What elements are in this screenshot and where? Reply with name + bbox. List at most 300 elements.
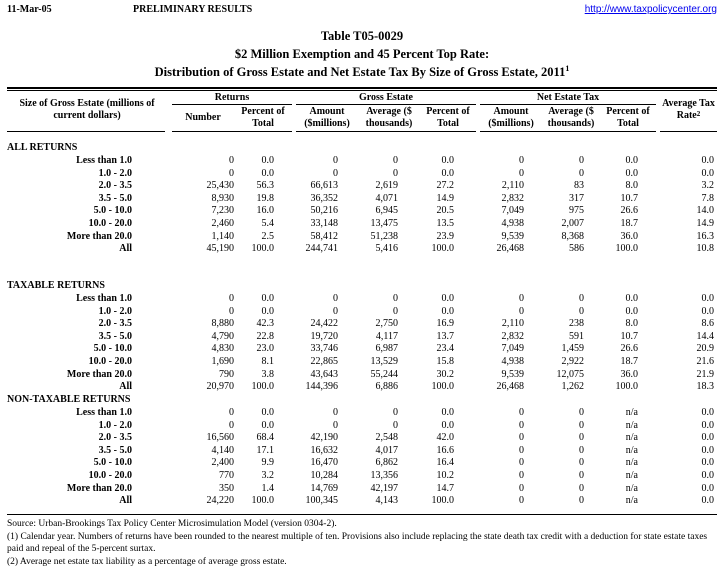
row-label: 3.5 - 5.0 <box>98 330 132 342</box>
gross-estate-group-underline <box>296 104 476 105</box>
cell-net-pct: n/a <box>625 407 638 418</box>
cell-pct-returns: 19.8 <box>256 192 274 204</box>
cell-net-pct: 0.0 <box>625 155 638 166</box>
cell-pct-returns: 1.4 <box>261 482 274 494</box>
cell-ge-avg: 4,017 <box>375 444 398 456</box>
size-header-underline <box>7 131 165 132</box>
cell-number: 8,880 <box>211 318 234 330</box>
table-row <box>0 445 724 457</box>
cell-pct-returns: 100.0 <box>251 381 274 393</box>
cell-net-amount: 0 <box>519 470 524 481</box>
table-row <box>0 318 724 330</box>
cell-ge-pct: 0.0 <box>441 305 454 317</box>
cell-net-avg: 0 <box>579 495 584 507</box>
cell-number: 790 <box>219 368 234 380</box>
cell-number: 0 <box>229 305 234 317</box>
cell-ge-amount: 10,284 <box>310 470 338 481</box>
cell-pct-returns: 0.0 <box>261 407 274 418</box>
row-label: Less than 1.0 <box>76 155 132 166</box>
cell-ge-pct: 27.2 <box>436 180 454 192</box>
cell-pct-returns: 22.8 <box>256 330 274 342</box>
average-tax-rate-header: Average Tax Rate$^2$ <box>662 98 715 121</box>
cell-ge-amount: 66,613 <box>310 180 338 192</box>
cell-ge-avg: 0 <box>393 305 398 317</box>
row-label: Less than 1.0 <box>76 293 132 304</box>
cell-ge-pct: 15.8 <box>436 356 454 367</box>
cell-net-pct: 8.0 <box>625 318 638 330</box>
cell-net-avg: 12,075 <box>556 368 584 380</box>
cell-pct-returns: 56.3 <box>256 180 274 192</box>
cell-net-avg: 2,922 <box>561 356 584 367</box>
cell-rate: 0.0 <box>701 407 714 418</box>
cell-net-pct: 26.6 <box>620 343 638 355</box>
net-estate-tax-group-header: Net Estate Tax <box>536 92 600 103</box>
cell-ge-avg: 51,238 <box>370 230 398 242</box>
cell-ge-amount: 0 <box>333 167 338 179</box>
cell-net-avg: 975 <box>569 205 584 217</box>
cell-net-amount: 2,110 <box>501 180 524 192</box>
cell-net-amount: 0 <box>519 155 524 166</box>
table-row <box>0 483 724 495</box>
cell-net-avg: 317 <box>569 192 584 204</box>
cell-net-pct: 100.0 <box>615 381 638 393</box>
returns-group-underline <box>172 104 292 105</box>
table-row <box>0 231 724 243</box>
cell-rate: 18.3 <box>696 381 714 393</box>
cell-ge-avg: 4,117 <box>375 330 398 342</box>
cell-ge-pct: 100.0 <box>431 243 454 255</box>
footnotes <box>7 518 717 568</box>
cell-ge-amount: 24,422 <box>310 318 338 330</box>
table-number: Table T05-0029 <box>320 29 404 43</box>
cell-pct-returns: 17.1 <box>256 444 274 456</box>
table-description: Distribution of Gross Estate and Net Estate Tax By Size of Gross Estate, 2011$^1$ <box>154 64 570 79</box>
cell-net-amount: 9,539 <box>501 230 524 242</box>
cell-ge-amount: 22,865 <box>310 356 338 367</box>
net-estate-tax-underline <box>480 131 656 132</box>
cell-pct-returns: 2.5 <box>261 230 274 242</box>
cell-net-amount: 0 <box>519 432 524 444</box>
cell-ge-pct: 0.0 <box>441 419 454 431</box>
cell-net-pct: n/a <box>625 470 638 481</box>
cell-ge-avg: 2,750 <box>375 318 398 330</box>
row-label: All <box>119 243 132 255</box>
table-title-block <box>0 27 724 81</box>
table-row <box>0 470 724 482</box>
table-row <box>0 420 724 432</box>
cell-ge-avg: 13,529 <box>370 356 398 367</box>
cell-net-amount: 0 <box>519 293 524 304</box>
row-label: 3.5 - 5.0 <box>98 192 132 204</box>
cell-number: 4,790 <box>211 330 234 342</box>
cell-net-pct: 0.0 <box>625 305 638 317</box>
cell-rate: 16.3 <box>696 230 714 242</box>
table-row <box>0 356 724 368</box>
cell-ge-amount: 100,345 <box>305 495 338 507</box>
cell-rate: 3.2 <box>701 180 714 192</box>
cell-net-amount: 26,468 <box>496 381 524 393</box>
cell-net-amount: 26,468 <box>496 243 524 255</box>
row-label: 2.0 - 3.5 <box>98 318 132 330</box>
preliminary-label: PRELIMINARY RESULTS <box>133 4 253 15</box>
cell-ge-amount: 16,470 <box>310 457 338 469</box>
cell-net-avg: 0 <box>579 293 584 304</box>
cell-ge-amount: 36,352 <box>310 192 338 204</box>
cell-pct-returns: 3.8 <box>261 368 274 380</box>
cell-net-pct: 10.7 <box>620 192 638 204</box>
cell-pct-returns: 8.1 <box>261 356 274 367</box>
cell-rate: 0.0 <box>701 155 714 166</box>
cell-net-pct: n/a <box>625 495 638 507</box>
cell-rate: 0.0 <box>701 293 714 304</box>
cell-net-avg: 1,459 <box>561 343 584 355</box>
cell-ge-avg: 2,548 <box>375 432 398 444</box>
cell-net-avg: 0 <box>579 155 584 166</box>
cell-ge-pct: 100.0 <box>431 495 454 507</box>
cell-pct-returns: 42.3 <box>256 318 274 330</box>
cell-ge-pct: 0.0 <box>441 293 454 304</box>
cell-net-pct: 18.7 <box>620 356 638 367</box>
cell-rate: 0.0 <box>701 457 714 469</box>
cell-ge-avg: 6,886 <box>375 381 398 393</box>
cell-ge-pct: 16.9 <box>436 318 454 330</box>
cell-net-pct: 10.7 <box>620 330 638 342</box>
cell-number: 350 <box>219 482 234 494</box>
cell-number: 0 <box>229 407 234 418</box>
cell-rate: 0.0 <box>701 432 714 444</box>
cell-pct-returns: 0.0 <box>261 167 274 179</box>
cell-net-avg: 0 <box>579 432 584 444</box>
cell-net-avg: 2,007 <box>561 218 584 229</box>
cell-net-amount: 0 <box>519 482 524 494</box>
net-estate-tax-percent-header: Percent of Total <box>606 106 650 129</box>
cell-number: 1,140 <box>211 230 234 242</box>
cell-number: 0 <box>229 155 234 166</box>
cell-net-avg: 238 <box>569 318 584 330</box>
footer-rule <box>7 514 717 515</box>
cell-net-avg: 0 <box>579 407 584 418</box>
table-row <box>0 205 724 217</box>
cell-net-pct: n/a <box>625 482 638 494</box>
cell-net-avg: 0 <box>579 167 584 179</box>
cell-number: 770 <box>219 470 234 481</box>
net-estate-tax-amount-header: Amount ($millions) <box>488 106 534 129</box>
cell-rate: 0.0 <box>701 419 714 431</box>
cell-number: 4,140 <box>211 444 234 456</box>
cell-number: 4,830 <box>211 343 234 355</box>
cell-number: 20,970 <box>206 381 234 393</box>
cell-rate: 0.0 <box>701 167 714 179</box>
cell-net-amount: 0 <box>519 167 524 179</box>
table-row <box>0 218 724 230</box>
cell-net-pct: 36.0 <box>620 368 638 380</box>
cell-ge-avg: 13,356 <box>370 470 398 481</box>
cell-pct-returns: 0.0 <box>261 293 274 304</box>
cell-pct-returns: 23.0 <box>256 343 274 355</box>
row-label: 5.0 - 10.0 <box>93 205 132 217</box>
cell-number: 2,400 <box>211 457 234 469</box>
returns-percent-header: Percent of Total <box>241 106 285 129</box>
footnote-2: (2) Average net estate tax liability as a percentage of average gross estate. <box>7 556 287 567</box>
table-row <box>0 343 724 355</box>
cell-number: 24,220 <box>206 495 234 507</box>
cell-number: 0 <box>229 293 234 304</box>
row-label: 10.0 - 20.0 <box>88 470 132 481</box>
table-row <box>0 407 724 419</box>
cell-ge-amount: 14,769 <box>310 482 338 494</box>
cell-ge-pct: 10.2 <box>436 470 454 481</box>
table-row <box>0 180 724 192</box>
cell-number: 8,930 <box>211 192 234 204</box>
table-row <box>0 369 724 381</box>
cell-ge-amount: 0 <box>333 419 338 431</box>
row-label: 1.0 - 2.0 <box>98 167 132 179</box>
cell-net-amount: 4,938 <box>501 356 524 367</box>
cell-ge-amount: 0 <box>333 305 338 317</box>
cell-ge-amount: 58,412 <box>310 230 338 242</box>
cell-net-avg: 586 <box>569 243 584 255</box>
row-label: More than 20.0 <box>66 368 132 380</box>
row-label: 1.0 - 2.0 <box>98 419 132 431</box>
cell-net-amount: 0 <box>519 419 524 431</box>
cell-ge-avg: 0 <box>393 167 398 179</box>
cell-ge-avg: 13,475 <box>370 218 398 229</box>
cell-number: 45,190 <box>206 243 234 255</box>
footnote-marker: 1 <box>565 64 570 73</box>
cell-ge-avg: 55,244 <box>370 368 398 380</box>
cell-net-pct: 26.6 <box>620 205 638 217</box>
row-label: 10.0 - 20.0 <box>88 218 132 229</box>
cell-net-pct: 18.7 <box>620 218 638 229</box>
cell-ge-avg: 6,945 <box>375 205 398 217</box>
cell-rate: 10.8 <box>696 243 714 255</box>
returns-group-header: Returns <box>214 92 250 103</box>
cell-net-amount: 0 <box>519 305 524 317</box>
cell-net-avg: 0 <box>579 305 584 317</box>
cell-pct-returns: 0.0 <box>261 305 274 317</box>
cell-net-avg: 83 <box>574 180 584 192</box>
cell-ge-avg: 5,416 <box>375 243 398 255</box>
net-estate-tax-average-header: Average ($ thousands) <box>547 106 595 129</box>
cell-ge-avg: 0 <box>393 293 398 304</box>
cell-net-amount: 2,832 <box>501 330 524 342</box>
cell-ge-amount: 144,396 <box>305 381 338 393</box>
row-label: All <box>119 495 132 507</box>
row-label: 10.0 - 20.0 <box>88 356 132 367</box>
cell-net-avg: 0 <box>579 470 584 481</box>
gross-estate-average-header: Average ($ thousands) <box>365 106 413 129</box>
cell-rate: 0.0 <box>701 495 714 507</box>
table-row <box>0 243 724 255</box>
cell-ge-avg: 0 <box>393 419 398 431</box>
cell-ge-avg: 0 <box>393 155 398 166</box>
cell-ge-pct: 0.0 <box>441 167 454 179</box>
cell-ge-avg: 0 <box>393 407 398 418</box>
cell-net-pct: n/a <box>625 419 638 431</box>
cell-ge-pct: 23.4 <box>436 343 454 355</box>
cell-net-pct: n/a <box>625 444 638 456</box>
cell-net-avg: 591 <box>569 330 584 342</box>
cell-ge-pct: 30.2 <box>436 368 454 380</box>
cell-net-amount: 9,539 <box>501 368 524 380</box>
section-title: ALL RETURNS <box>7 142 78 153</box>
cell-ge-amount: 43,643 <box>310 368 338 380</box>
cell-net-pct: n/a <box>625 432 638 444</box>
cell-net-pct: 0.0 <box>625 293 638 304</box>
cell-ge-pct: 14.9 <box>436 192 454 204</box>
cell-net-amount: 0 <box>519 407 524 418</box>
cell-net-amount: 0 <box>519 457 524 469</box>
table-subtitle: $2 Million Exemption and 45 Percent Top Rate: <box>234 47 490 61</box>
cell-ge-amount: 33,148 <box>310 218 338 229</box>
cell-ge-amount: 50,216 <box>310 205 338 217</box>
cell-ge-avg: 4,071 <box>375 192 398 204</box>
cell-rate: 14.0 <box>696 205 714 217</box>
tpc-website-link[interactable]: http://www.taxpolicycenter.org <box>584 4 717 15</box>
cell-number: 0 <box>229 167 234 179</box>
cell-net-pct: 0.0 <box>625 167 638 179</box>
cell-net-amount: 7,049 <box>501 343 524 355</box>
gross-estate-percent-header: Percent of Total <box>426 106 470 129</box>
row-label: Less than 1.0 <box>76 407 132 418</box>
cell-ge-pct: 14.7 <box>436 482 454 494</box>
cell-number: 7,230 <box>211 205 234 217</box>
table-row <box>0 432 724 444</box>
row-label: 3.5 - 5.0 <box>98 444 132 456</box>
source-note: Source: Urban-Brookings Tax Policy Center Microsimulation Model (version 0304-2). <box>7 519 337 529</box>
report-date: 11-Mar-05 <box>7 4 52 15</box>
row-label: 5.0 - 10.0 <box>93 343 132 355</box>
cell-rate: 0.0 <box>701 470 714 481</box>
cell-net-pct: 100.0 <box>615 243 638 255</box>
row-label: More than 20.0 <box>66 230 132 242</box>
cell-ge-pct: 13.5 <box>436 218 454 229</box>
cell-ge-avg: 6,987 <box>375 343 398 355</box>
table-row <box>0 457 724 469</box>
cell-net-amount: 2,110 <box>501 318 524 330</box>
cell-ge-avg: 6,862 <box>375 457 398 469</box>
cell-ge-pct: 0.0 <box>441 155 454 166</box>
cell-rate: 21.6 <box>696 356 714 367</box>
cell-net-amount: 0 <box>519 444 524 456</box>
cell-ge-avg: 42,197 <box>370 482 398 494</box>
cell-pct-returns: 9.9 <box>261 457 274 469</box>
cell-ge-amount: 19,720 <box>310 330 338 342</box>
table-row <box>0 495 724 507</box>
table-row <box>0 306 724 318</box>
cell-net-avg: 8,368 <box>561 230 584 242</box>
cell-pct-returns: 100.0 <box>251 243 274 255</box>
cell-rate: 21.9 <box>696 368 714 380</box>
cell-ge-pct: 100.0 <box>431 381 454 393</box>
cell-ge-avg: 2,619 <box>375 180 398 192</box>
row-label: 1.0 - 2.0 <box>98 305 132 317</box>
cell-pct-returns: 68.4 <box>256 432 274 444</box>
cell-pct-returns: 0.0 <box>261 419 274 431</box>
cell-pct-returns: 3.2 <box>261 470 274 481</box>
row-label: All <box>119 381 132 393</box>
cell-rate: 8.6 <box>701 318 714 330</box>
cell-net-pct: 36.0 <box>620 230 638 242</box>
footnote-1: (1) Calendar year. Numbers of returns have been rounded to the nearest multiple of ten. Provisions also include replacing the state death tax credit with a deduction for state estate taxes paid and repeal of the 5-percent surtax. <box>7 531 708 554</box>
gross-estate-amount-header: Amount ($millions) <box>304 106 350 129</box>
cell-ge-avg: 4,143 <box>375 495 398 507</box>
section-title: NON-TAXABLE RETURNS <box>7 394 131 405</box>
row-label: More than 20.0 <box>66 482 132 494</box>
cell-net-amount: 0 <box>519 495 524 507</box>
cell-ge-amount: 42,190 <box>310 432 338 444</box>
cell-net-pct: n/a <box>625 457 638 469</box>
cell-ge-amount: 244,741 <box>305 243 338 255</box>
row-label: 2.0 - 3.5 <box>98 180 132 192</box>
cell-net-amount: 7,049 <box>501 205 524 217</box>
table-row <box>0 293 724 305</box>
cell-ge-pct: 16.6 <box>436 444 454 456</box>
cell-rate: 14.4 <box>696 330 714 342</box>
cell-net-pct: 8.0 <box>625 180 638 192</box>
cell-net-avg: 0 <box>579 457 584 469</box>
cell-ge-amount: 33,746 <box>310 343 338 355</box>
cell-ge-pct: 42.0 <box>436 432 454 444</box>
table-row <box>0 168 724 180</box>
cell-pct-returns: 0.0 <box>261 155 274 166</box>
gross-estate-group-header: Gross Estate <box>359 92 413 103</box>
cell-ge-amount: 0 <box>333 293 338 304</box>
cell-net-avg: 0 <box>579 482 584 494</box>
cell-ge-pct: 23.9 <box>436 230 454 242</box>
returns-number-header: Number <box>185 112 221 123</box>
cell-number: 25,430 <box>206 180 234 192</box>
rate-underline <box>660 131 717 132</box>
cell-net-amount: 2,832 <box>501 192 524 204</box>
cell-pct-returns: 5.4 <box>261 218 274 229</box>
size-column-header: Size of Gross Estate (millions of current dollars) <box>19 98 155 121</box>
cell-net-amount: 4,938 <box>501 218 524 229</box>
table-row <box>0 381 724 393</box>
cell-net-avg: 1,262 <box>561 381 584 393</box>
cell-ge-pct: 0.0 <box>441 407 454 418</box>
table-row <box>0 155 724 167</box>
cell-rate: 0.0 <box>701 444 714 456</box>
section-title: TAXABLE RETURNS <box>7 280 105 291</box>
cell-net-avg: 0 <box>579 419 584 431</box>
row-label: 2.0 - 3.5 <box>98 432 132 444</box>
row-label: 5.0 - 10.0 <box>93 457 132 469</box>
table-row <box>0 331 724 343</box>
cell-ge-amount: 16,632 <box>310 444 338 456</box>
cell-number: 2,460 <box>211 218 234 229</box>
cell-rate: 0.0 <box>701 482 714 494</box>
cell-number: 16,560 <box>206 432 234 444</box>
net-estate-tax-group-underline <box>480 104 656 105</box>
cell-rate: 20.9 <box>696 343 714 355</box>
cell-pct-returns: 16.0 <box>256 205 274 217</box>
page-header <box>7 4 717 18</box>
header-top-rule <box>7 87 717 91</box>
cell-ge-pct: 13.7 <box>436 330 454 342</box>
cell-number: 0 <box>229 419 234 431</box>
cell-ge-pct: 20.5 <box>436 205 454 217</box>
table-row <box>0 193 724 205</box>
gross-estate-underline <box>296 131 476 132</box>
cell-pct-returns: 100.0 <box>251 495 274 507</box>
cell-rate: 7.8 <box>701 192 714 204</box>
cell-number: 1,690 <box>211 356 234 367</box>
cell-net-avg: 0 <box>579 444 584 456</box>
cell-ge-amount: 0 <box>333 407 338 418</box>
cell-rate: 0.0 <box>701 305 714 317</box>
returns-underline <box>172 131 292 132</box>
